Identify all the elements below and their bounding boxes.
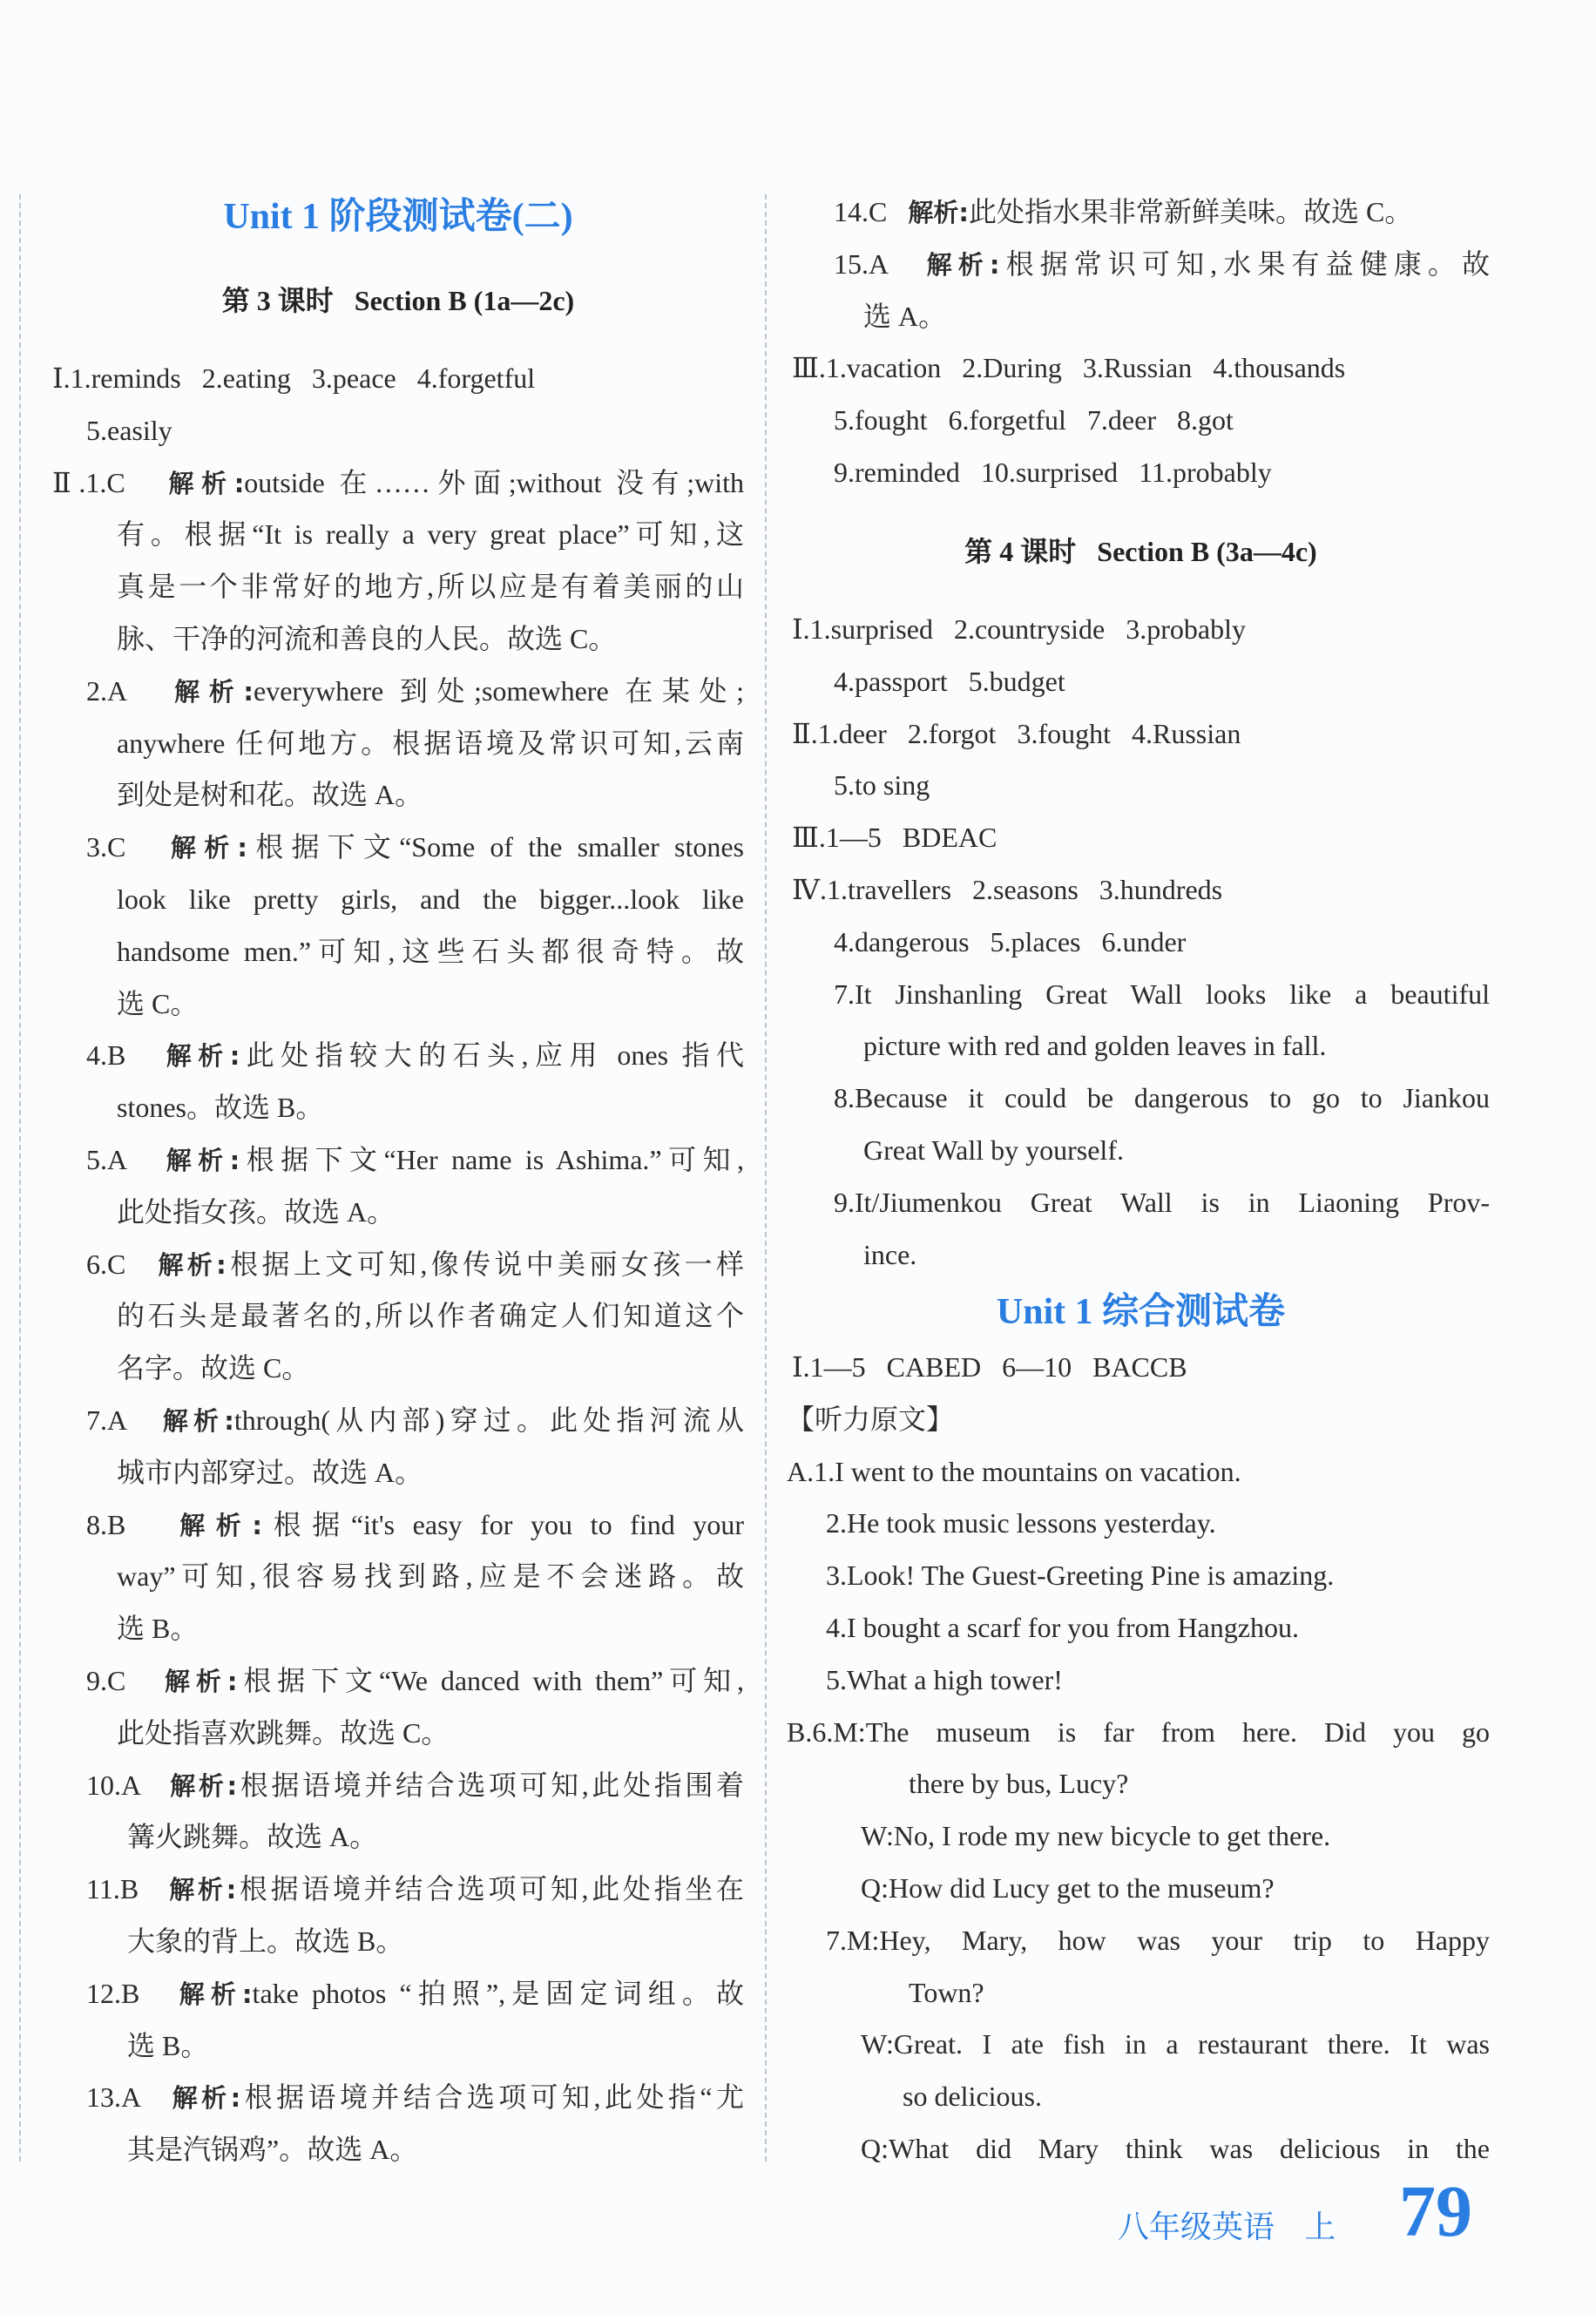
answer-line	[117, 1186, 744, 1238]
analysis-label: 解析:	[908, 198, 969, 227]
answer-line	[117, 717, 744, 769]
item-number: 2.A	[86, 675, 175, 707]
analysis-label: 解析:	[158, 1250, 227, 1280]
answer-line	[117, 1342, 744, 1394]
line-text: 根据下文“Some of the smaller stones	[247, 831, 744, 863]
line-text: 5.to sing	[834, 769, 930, 801]
line-text: through(从内部)穿过。此处指河流从	[233, 1404, 744, 1436]
answer-line	[86, 1133, 744, 1186]
line-text: W:Great. I ate fish in a restaurant there. It was	[861, 2028, 1490, 2060]
answer-line	[909, 1966, 1490, 2019]
column-divider-dashed-line	[765, 194, 767, 2162]
line-text: there by bus, Lucy?	[909, 1768, 1129, 1799]
answer-line	[117, 768, 744, 821]
answer-line	[826, 1549, 1490, 1601]
line-text: 根据语境并结合选项可知,此处指围着	[237, 1769, 744, 1801]
answer-line	[86, 404, 744, 457]
answer-line	[117, 508, 744, 560]
line-text: ince.	[863, 1239, 917, 1270]
line-text: B.6.M:The museum is far from here. Did you go	[787, 1716, 1490, 1748]
answer-line	[861, 2018, 1490, 2070]
line-text: 8.Because it could be dangerous to go to Jiankou	[834, 1082, 1490, 1113]
answer-line	[117, 1550, 744, 1602]
answer-line	[834, 759, 1490, 811]
line-text: 有。根据“It is really a very great place”可知,这	[117, 518, 744, 550]
line-text: 选 A。	[863, 301, 947, 332]
line-text: everywhere 到处;somewhere 在某处;	[254, 675, 744, 707]
line-text: 真是一个非常好的地方,所以应是有着美丽的山	[117, 571, 744, 602]
answer-line	[117, 612, 744, 665]
answer-line	[787, 1393, 1490, 1445]
item-number: 5.A	[86, 1144, 166, 1175]
footer-book-title: 八年级英语 上	[1118, 2209, 1336, 2245]
line-text: 9.It/Jiumenkou Great Wall is in Liaoning Prov-	[834, 1187, 1490, 1218]
answer-line	[834, 1072, 1490, 1124]
analysis-label: 解析:	[168, 469, 245, 498]
line-text: Ⅳ.1.travellers 2.seasons 3.hundreds	[792, 874, 1223, 905]
item-number: Ⅱ.1.C	[52, 467, 169, 498]
line-text: Town?	[909, 1977, 984, 2008]
item-number: 4.B	[86, 1039, 166, 1071]
line-text: 选 C。	[117, 988, 199, 1019]
item-number: 13.A	[86, 2081, 172, 2113]
answer-line	[861, 2122, 1490, 2175]
line-text: 2.He took music lessons yesterday.	[826, 1507, 1216, 1539]
line-text: 7.It Jinshanling Great Wall looks like a beautiful	[834, 978, 1490, 1010]
answer-line	[52, 352, 744, 404]
line-text: Ⅰ.1.reminds 2.eating 3.peace 4.forgetful	[52, 362, 536, 394]
line-text: Great Wall by yourself.	[863, 1134, 1124, 1166]
answer-line	[117, 873, 744, 925]
line-text: 根据下文“We danced with them”可知,	[237, 1665, 744, 1696]
answer-line	[834, 916, 1490, 968]
line-text: 根据下文“Her name is Ashima.”可知,	[240, 1144, 744, 1175]
line-text: 此处指较大的石头,应用 ones 指代	[240, 1039, 744, 1071]
answer-line	[861, 1810, 1490, 1862]
answer-line	[834, 446, 1490, 498]
answer-line	[86, 821, 744, 873]
answer-line	[826, 1914, 1490, 1966]
line-text: 选 B。	[127, 2030, 209, 2061]
item-number: 3.C	[86, 831, 171, 863]
answer-line	[127, 1810, 744, 1863]
line-text: 此处指喜欢跳舞。故选 C。	[117, 1717, 450, 1749]
line-text: Ⅲ.1—5 BDEAC	[792, 822, 998, 853]
analysis-label: 解析:	[166, 1041, 240, 1071]
analysis-label: 解析:	[162, 1406, 234, 1436]
line-text: 5.fought 6.forgetful 7.deer 8.got	[834, 404, 1234, 436]
line-text: 【听力原文】	[787, 1404, 955, 1435]
answer-line	[127, 2020, 744, 2072]
answer-line	[861, 1862, 1490, 1914]
answer-line	[117, 560, 744, 612]
line-text: Q:How did Lucy get to the museum?	[861, 1872, 1275, 1904]
right-section-title: Unit 1 综合测试卷	[996, 1292, 1286, 1332]
answer-line	[826, 1601, 1490, 1654]
line-text: picture with red and golden leaves in fall.	[863, 1030, 1327, 1061]
line-text: 此处指水果非常新鲜美味。故选 C。	[968, 196, 1413, 227]
answer-line	[863, 1124, 1490, 1176]
line-text: Ⅱ.1.deer 2.forgot 3.fought 4.Russian	[792, 718, 1241, 749]
answer-line	[792, 707, 1490, 760]
line-text: 根据上文可知,像传说中美丽女孩一样	[226, 1248, 744, 1280]
answer-line	[127, 1915, 744, 1967]
answer-line	[86, 1029, 744, 1081]
right-lesson-subtitle: 第 4 课时 Section B (3a—4c)	[964, 536, 1317, 567]
answer-line	[834, 394, 1490, 446]
answer-line	[117, 1602, 744, 1654]
line-text: 根据常识可知,水果有益健康。故	[999, 248, 1490, 280]
answer-line	[909, 1757, 1490, 1810]
line-text: 3.Look! The Guest-Greeting Pine is amazing.	[826, 1560, 1335, 1591]
item-number: 9.C	[86, 1665, 166, 1696]
line-text: stones。故选 B。	[117, 1092, 324, 1123]
line-text: handsome men.”可知,这些石头都很奇特。故	[117, 936, 744, 967]
answer-line	[86, 1863, 744, 1915]
answer-line	[834, 968, 1490, 1020]
analysis-label: 解析:	[174, 677, 254, 707]
line-text: 脉、干净的河流和善良的人民。故选 C。	[117, 623, 617, 654]
answer-line	[127, 2123, 744, 2175]
line-text: Q:What did Mary think was delicious in the	[861, 2133, 1490, 2164]
item-number: 6.C	[86, 1248, 159, 1280]
analysis-label: 解析:	[179, 1979, 253, 2009]
line-text: outside 在……外面;without 没有;with	[244, 467, 744, 498]
answer-line	[52, 457, 744, 509]
answer-line	[117, 978, 744, 1030]
answer-line	[792, 863, 1490, 916]
line-text: 根据“it's easy for you to find your	[262, 1509, 744, 1540]
analysis-label: 解析:	[179, 1511, 263, 1540]
answer-line	[86, 1499, 744, 1551]
page-number: 79	[1399, 2171, 1472, 2252]
line-text: 4.passport 5.budget	[834, 666, 1065, 697]
analysis-label: 解析:	[926, 250, 1000, 280]
analysis-label: 解析:	[169, 1875, 237, 1905]
answer-line	[826, 1654, 1490, 1706]
item-number: 10.A	[86, 1769, 171, 1801]
answer-line	[834, 655, 1490, 707]
line-text: 此处指女孩。故选 A。	[117, 1196, 396, 1228]
item-number: 14.C	[834, 196, 909, 227]
line-text: take photos “拍照”,是固定词组。故	[252, 1978, 744, 2009]
left-margin-dashed-line	[19, 194, 21, 2162]
analysis-label: 解析:	[166, 1146, 240, 1175]
answer-line	[863, 290, 1490, 342]
line-text: 城市内部穿过。故选 A。	[117, 1457, 423, 1488]
answer-line	[834, 238, 1490, 290]
line-text: 大象的背上。故选 B。	[127, 1925, 404, 1957]
item-number: 7.A	[86, 1404, 163, 1436]
item-number: 15.A	[834, 248, 927, 280]
answer-line	[863, 1228, 1490, 1281]
line-text: look like pretty girls, and the bigger...look like	[117, 883, 744, 915]
line-text: 根据语境并结合选项可知,此处指“尤	[240, 2081, 744, 2113]
item-number: 11.B	[86, 1873, 170, 1905]
line-text: W:No, I rode my new bicycle to get there.	[861, 1820, 1331, 1851]
line-text: 9.reminded 10.surprised 11.probably	[834, 457, 1272, 488]
line-text: 5.What a high tower!	[826, 1664, 1063, 1695]
answer-line	[792, 811, 1490, 863]
line-text: way”可知,很容易找到路,应是不会迷路。故	[117, 1560, 744, 1592]
answer-line	[792, 1341, 1490, 1393]
line-text: 选 B。	[117, 1613, 199, 1644]
line-text: 7.M:Hey, Mary, how was your trip to Happy	[826, 1925, 1490, 1956]
line-text: 5.easily	[86, 415, 172, 446]
analysis-label: 解析:	[165, 1667, 238, 1696]
analysis-label: 解析:	[170, 1771, 238, 1801]
answer-line	[792, 342, 1490, 394]
answer-line	[86, 1654, 744, 1707]
analysis-label: 解析:	[172, 2083, 241, 2113]
answer-line	[86, 665, 744, 717]
answer-line	[787, 1445, 1490, 1498]
answer-line	[903, 2070, 1490, 2122]
line-text: A.1.I went to the mountains on vacation.	[787, 1456, 1241, 1487]
answer-line	[834, 1176, 1490, 1228]
answer-line	[86, 1394, 744, 1446]
line-text: 的石头是最著名的,所以作者确定人们知道这个	[117, 1300, 744, 1331]
line-text: 4.I bought a scarf for you from Hangzhou.	[826, 1612, 1299, 1643]
left-section-title: Unit 1 阶段测试卷(二)	[223, 197, 573, 237]
analysis-label: 解析:	[171, 833, 248, 863]
answer-line	[86, 1759, 744, 1811]
answer-line	[863, 1019, 1490, 1072]
answer-line	[117, 1081, 744, 1133]
line-text: 其是汽锅鸡”。故选 A。	[127, 2134, 418, 2165]
answer-line	[826, 1497, 1490, 1549]
line-text: 4.dangerous 5.places 6.under	[834, 926, 1187, 957]
answer-line	[86, 1238, 744, 1290]
answer-line	[834, 186, 1490, 238]
line-text: anywhere 任何地方。根据语境及常识可知,云南	[117, 727, 744, 759]
left-lesson-subtitle: 第 3 课时 Section B (1a—2c)	[221, 285, 575, 316]
line-text: so delicious.	[903, 2081, 1042, 2112]
answer-line	[86, 2071, 744, 2123]
line-text: 到处是树和花。故选 A。	[117, 779, 423, 810]
line-text: 根据语境并结合选项可知,此处指坐在	[236, 1873, 744, 1905]
answer-line	[117, 1289, 744, 1342]
item-number: 12.B	[86, 1978, 179, 2009]
answer-line	[117, 1446, 744, 1499]
answer-line	[117, 1707, 744, 1759]
answer-line	[792, 603, 1490, 655]
item-number: 8.B	[86, 1509, 180, 1540]
line-text: Ⅰ.1.surprised 2.countryside 3.probably	[792, 613, 1246, 645]
answer-line	[86, 1967, 744, 2020]
line-text: Ⅰ.1—5 CABED 6—10 BACCB	[792, 1351, 1187, 1383]
line-text: 篝火跳舞。故选 A。	[127, 1821, 378, 1852]
line-text: 名字。故选 C。	[117, 1352, 310, 1384]
line-text: Ⅲ.1.vacation 2.During 3.Russian 4.thousands	[792, 352, 1346, 383]
answer-line	[117, 925, 744, 978]
answer-line	[787, 1706, 1490, 1758]
